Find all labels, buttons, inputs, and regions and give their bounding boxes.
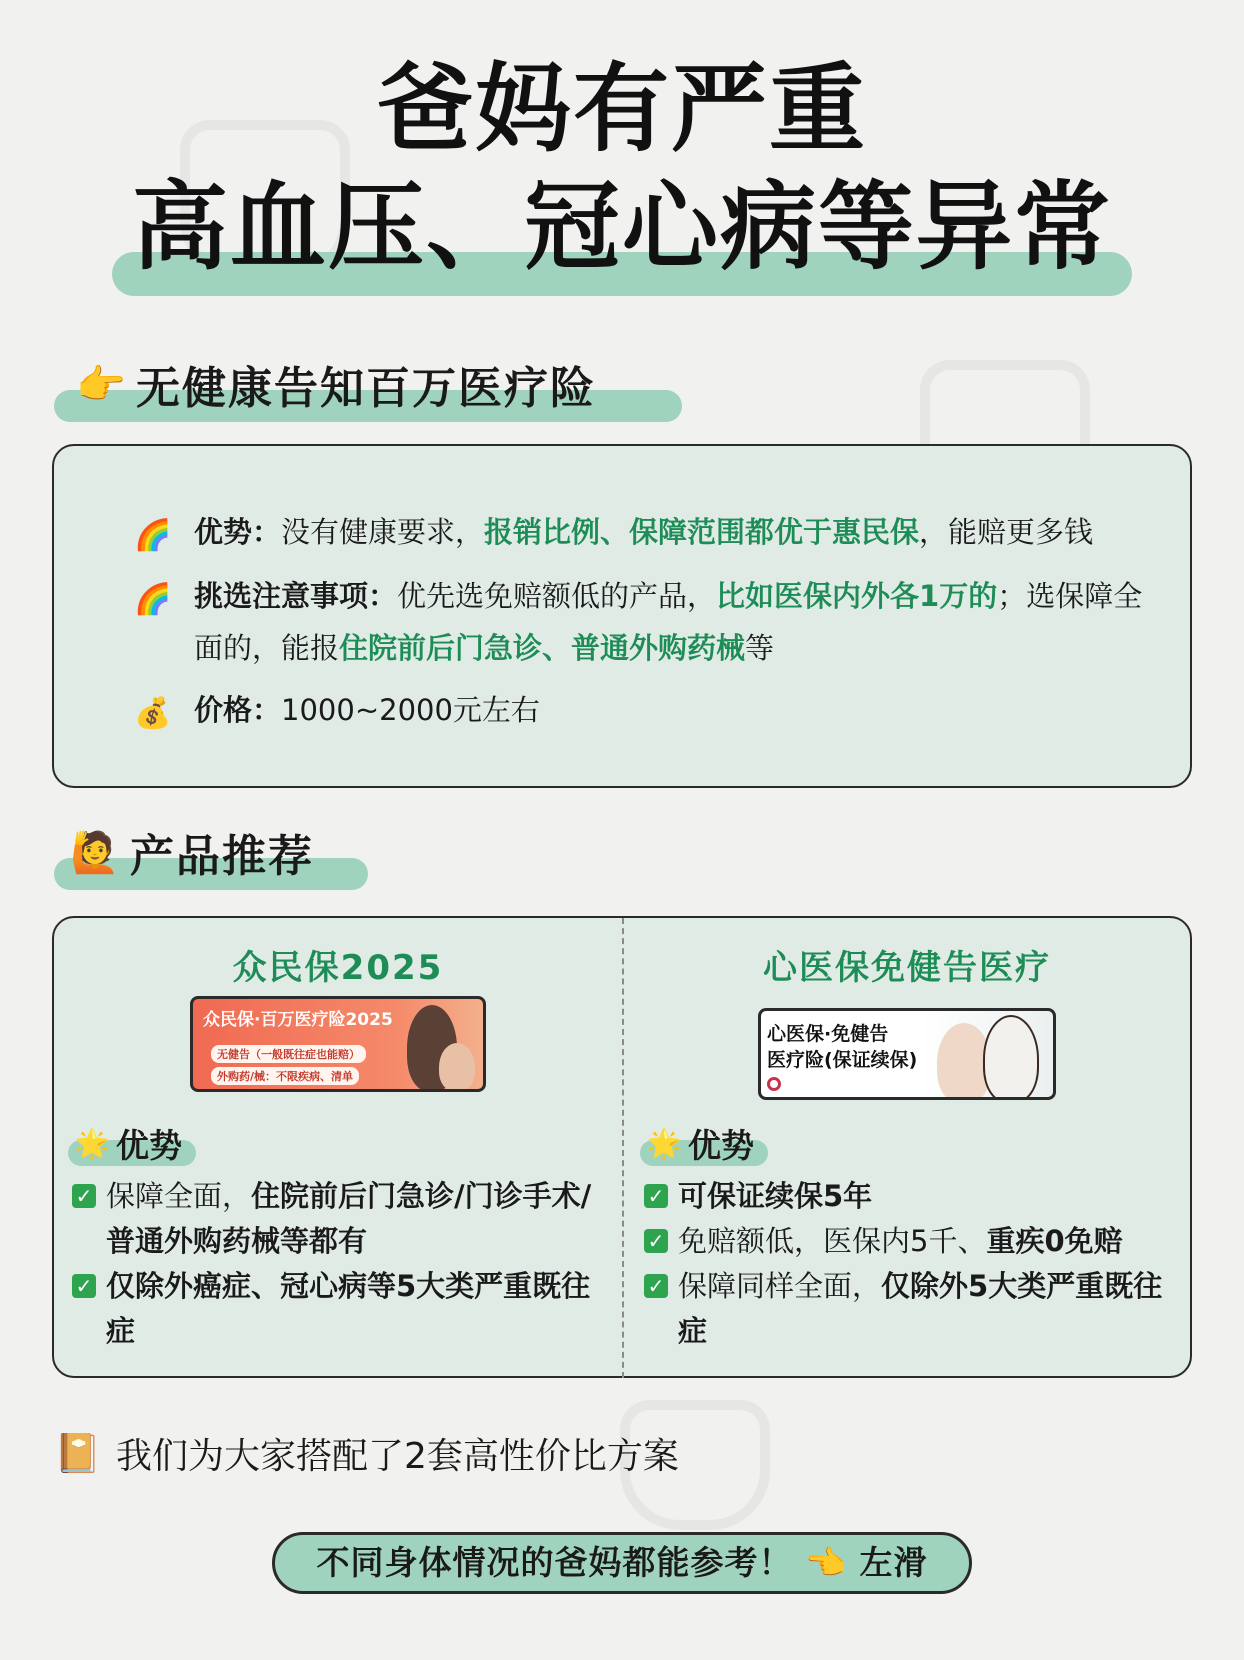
- banner-line: 外购药/械：不限疾病、清单: [211, 1067, 359, 1085]
- info-text: 没有健康要求，: [281, 515, 485, 549]
- advantage-item: [72, 1264, 608, 1354]
- advantage-item: [644, 1174, 1184, 1219]
- info-row-price: [134, 684, 1150, 736]
- check-icon: ✓: [72, 1184, 96, 1208]
- note-text: 我们为大家搭配了2套高性价比方案: [116, 1436, 679, 1477]
- title-line-2: 高血压、冠心病等异常: [132, 171, 1112, 283]
- section-title: 无健康告知百万医疗险: [136, 363, 596, 414]
- rainbow-icon: 🌈: [134, 518, 172, 553]
- point-text: 保障同样全面，: [678, 1269, 882, 1303]
- product-name: 心医保免健告医疗: [763, 948, 1051, 988]
- advantage-item: [644, 1219, 1184, 1264]
- info-label: 优势：: [194, 515, 282, 549]
- page-title: [0, 50, 1244, 286]
- info-row-tips: [134, 570, 1150, 674]
- rainbow-icon: 🌈: [134, 582, 172, 617]
- advantage-title: 优势: [116, 1126, 182, 1165]
- pointing-left-icon: 👈: [804, 1543, 848, 1582]
- point-text: 保障全面，: [106, 1179, 252, 1213]
- info-highlight: 报销比例、保障范围都优于惠民保: [484, 515, 920, 549]
- notebook-icon: 📔: [54, 1431, 102, 1475]
- person-photo: [439, 1043, 475, 1091]
- cta-action: 左滑: [859, 1543, 928, 1582]
- info-text: ，能赔更多钱: [919, 515, 1094, 549]
- point-text: 免赔额低，医保内5千、: [678, 1224, 987, 1258]
- advantage-item: [644, 1264, 1184, 1354]
- point-bold: 住院前后门急诊/门诊手术/普通外购药械等都有: [106, 1179, 592, 1258]
- info-label: 价格：: [194, 693, 282, 727]
- title-line-1: 爸妈有严重: [377, 53, 867, 165]
- swipe-left-button[interactable]: [272, 1532, 972, 1594]
- person-photo: [983, 1015, 1039, 1100]
- advantage-header: [640, 1120, 754, 1167]
- info-text: ；选保障全面的，能报: [194, 579, 1143, 665]
- advantage-header: [68, 1120, 182, 1167]
- product-name: 众民保2025: [232, 948, 444, 988]
- point-bold: 可保证续保5年: [678, 1179, 873, 1213]
- banner-title: 众民保·百万医疗险2025: [203, 1010, 393, 1030]
- star-icon: 🌟: [74, 1127, 110, 1160]
- ergo-logo-icon: [767, 1077, 781, 1091]
- product-banner-image: [190, 996, 486, 1092]
- info-text: 优先选免赔额低的产品，: [397, 579, 717, 613]
- info-highlight: 住院前后门急诊、普通外购药械: [339, 631, 746, 665]
- info-text: 等: [745, 631, 775, 665]
- check-icon: ✓: [644, 1274, 668, 1298]
- info-box: [52, 444, 1192, 788]
- advantage-item: [72, 1174, 608, 1264]
- check-icon: ✓: [644, 1229, 668, 1253]
- point-bold: 仅除外癌症、冠心病等5大类严重既往症: [106, 1269, 591, 1348]
- product-banner-image: [758, 1008, 1056, 1100]
- star-icon: 🌟: [646, 1127, 682, 1160]
- info-highlight: 比如医保内外各1万的: [716, 579, 998, 613]
- raising-hand-icon: 🙋: [70, 829, 120, 876]
- section-header-medical: [66, 352, 596, 416]
- section-title: 产品推荐: [130, 831, 314, 882]
- money-bag-icon: 💰: [134, 696, 172, 731]
- pointing-hand-icon: 👉: [76, 361, 126, 408]
- check-icon: ✓: [644, 1184, 668, 1208]
- banner-title: 心医保·免健告 医疗险(保证续保): [767, 1023, 918, 1071]
- check-icon: ✓: [72, 1274, 96, 1298]
- info-text: 1000~2000元左右: [281, 693, 540, 727]
- point-bold: 重疾0免赔: [986, 1224, 1123, 1258]
- cta-text: 不同身体情况的爸妈都能参考！: [316, 1543, 793, 1582]
- point-bold: 仅除外5大类严重既往症: [678, 1269, 1163, 1348]
- section-header-products: [60, 820, 314, 884]
- banner-line: 无健告（一般既往症也能赔）: [211, 1045, 366, 1063]
- advantage-title: 优势: [688, 1126, 754, 1165]
- info-row-advantage: [134, 506, 1150, 558]
- plan-note: [54, 1428, 679, 1479]
- info-label: 挑选注意事项：: [194, 579, 398, 613]
